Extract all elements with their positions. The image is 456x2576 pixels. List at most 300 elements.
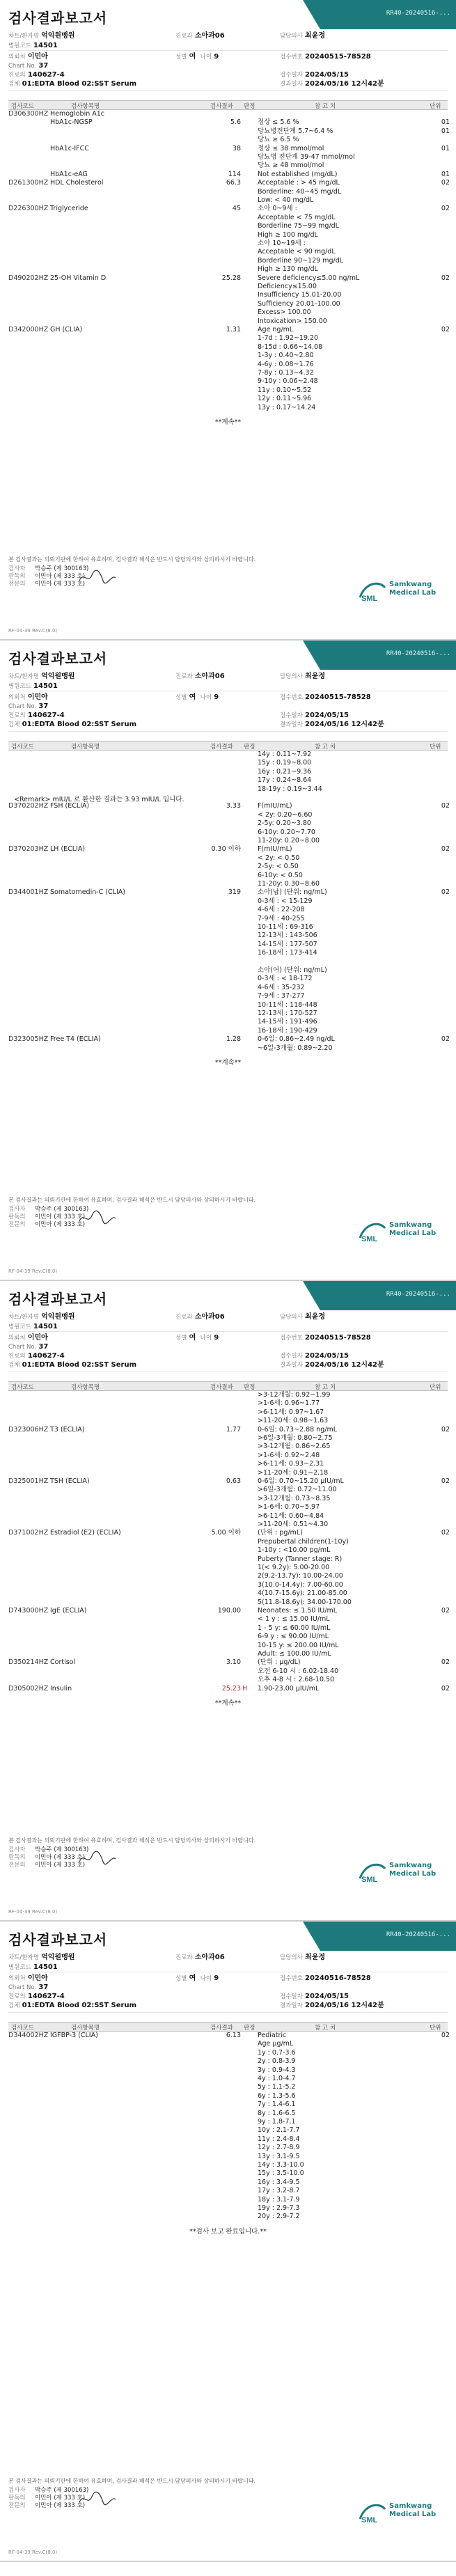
reference-range: 1.90-23.00 μIU/mL bbox=[258, 1684, 320, 1693]
col-unit: 단위 bbox=[430, 103, 441, 110]
label-patno: Chart No. bbox=[8, 703, 37, 710]
reference-range: 12-13세 : 170-527 bbox=[258, 1010, 317, 1017]
test-code: D226300HZ bbox=[8, 205, 49, 213]
reference-range: 7y : 1.4-6.1 bbox=[258, 2100, 296, 2109]
reference-range: >6-11세: 0.97~1.67 bbox=[258, 1408, 324, 1416]
reference-range: 6y : 1.3-5.6 bbox=[258, 2091, 296, 2100]
reference-range: 13y : 0.17~14.24 bbox=[258, 403, 316, 411]
test-code: D350214HZ bbox=[8, 1658, 49, 1667]
reference-range: 5y : 1.1-5.2 bbox=[258, 2083, 296, 2091]
report-group: 02 bbox=[441, 845, 450, 854]
table-row bbox=[8, 958, 448, 966]
table-row bbox=[8, 2057, 448, 2066]
table-row bbox=[8, 1538, 448, 1546]
table-row bbox=[8, 811, 448, 819]
sample-description: 01:EDTA Blood 02:SST Serum bbox=[22, 80, 136, 88]
reference-range: Low: < 40 mg/dL bbox=[258, 196, 314, 204]
table-row bbox=[8, 2118, 448, 2126]
table-row bbox=[8, 2049, 448, 2057]
sml-logo-icon bbox=[359, 2499, 386, 2524]
table-row bbox=[8, 239, 448, 248]
report-time: 2024/05/16 12시42분 bbox=[305, 1361, 384, 1369]
table-row bbox=[8, 1452, 448, 1460]
department: 소아과06 bbox=[194, 1313, 225, 1321]
table-row bbox=[8, 776, 448, 785]
department: 소아과06 bbox=[194, 673, 225, 680]
test-name: 25-OH Vitamin D bbox=[50, 274, 107, 282]
logo-line2: Medical Lab bbox=[389, 1230, 437, 1237]
report-page-4 bbox=[0, 1922, 456, 2562]
reference-range: 16y : 3.4-9.5 bbox=[258, 2178, 300, 2186]
table-row bbox=[8, 404, 448, 412]
table-row bbox=[8, 1581, 448, 1589]
signer-value: 박승주 (제 300163) bbox=[35, 2487, 89, 2494]
reference-range: 16-18세 : 173-414 bbox=[258, 949, 317, 957]
label-dept: 진료과 bbox=[175, 1314, 193, 1321]
reference-range: Acceptable < 90 mg/dL bbox=[258, 248, 336, 256]
table-row bbox=[8, 1001, 448, 1010]
table-row bbox=[8, 759, 448, 767]
test-result: 319 bbox=[228, 888, 241, 897]
test-result: 25.23 bbox=[221, 1684, 241, 1693]
table-row bbox=[8, 1399, 448, 1408]
reference-range: 소아 10~19세 : bbox=[258, 239, 306, 247]
reference-range: >6일-3개월: 0.80~2.75 bbox=[258, 1434, 333, 1442]
test-name: GH (CLIA) bbox=[50, 326, 83, 333]
table-row bbox=[8, 888, 448, 897]
reference-range: 1-3y : 0.40~2.80 bbox=[258, 352, 314, 360]
label-doctor: 담당의사 bbox=[280, 1954, 303, 1961]
receipt-date: 2024/05/15 bbox=[305, 71, 349, 79]
label-sex: 성별 bbox=[175, 1335, 187, 1342]
reference-range: >6-11세: 0.60~4.84 bbox=[258, 1511, 324, 1520]
report-group: 02 bbox=[441, 1684, 450, 1693]
test-result: 5.00 이하 bbox=[211, 1529, 241, 1537]
reference-range: 2-5y: 0.20~3.80 bbox=[258, 819, 311, 828]
reference-range: >3-12개월: 0.92~1.99 bbox=[258, 1391, 331, 1399]
results-table-header bbox=[8, 100, 448, 110]
reference-range: 7-9세 : 40-255 bbox=[258, 914, 305, 922]
table-row bbox=[8, 1642, 448, 1650]
report-group: 02 bbox=[441, 888, 450, 897]
label-patno: Chart No. bbox=[8, 1984, 37, 1991]
reference-range: 3y : 0.9-4.3 bbox=[258, 2066, 296, 2074]
continuation-mark: **계속** bbox=[214, 418, 242, 426]
report-group: 02 bbox=[441, 1658, 450, 1667]
signer-label: 전문의 bbox=[8, 1862, 26, 1869]
table-row bbox=[8, 1546, 448, 1555]
test-code: D306300HZ bbox=[8, 110, 49, 118]
col-ref: 참 고 치 bbox=[315, 1384, 336, 1391]
report-group: 02 bbox=[441, 1607, 450, 1615]
label-cli: 진료의 bbox=[8, 712, 26, 719]
table-row bbox=[8, 1434, 448, 1443]
results-table-header bbox=[8, 1381, 448, 1391]
table-row bbox=[8, 992, 448, 1000]
receipt-date: 2024/05/15 bbox=[305, 712, 349, 719]
reference-range: < 2y: < 0.50 bbox=[258, 854, 300, 862]
reference-range: 4-6세 : 35-232 bbox=[258, 983, 305, 991]
sample-description: 01:EDTA Blood 02:SST Serum bbox=[22, 721, 136, 728]
label-spec: 검체 bbox=[8, 2002, 20, 2009]
test-code: D325001HZ bbox=[8, 1477, 49, 1485]
test-name: Free T4 (ECLIA) bbox=[50, 1035, 101, 1044]
reference-range: Puberty (Tanner stage: R) bbox=[258, 1555, 343, 1563]
reference-range: >1-6세: 0.96~1.77 bbox=[258, 1399, 320, 1408]
patient-name: 억익원맹원 bbox=[41, 673, 75, 680]
logo-line2: Medical Lab bbox=[389, 1870, 437, 1878]
reference-range: F(mIU/mL) bbox=[258, 802, 292, 810]
reference-range: 15y : 3.5-10.0 bbox=[258, 2169, 304, 2178]
signer-value: 이민아 (제 333 호) bbox=[35, 581, 86, 588]
label-recv-date: 접수일자 bbox=[280, 712, 303, 719]
signer-value: 박승주 (제 300163) bbox=[35, 1846, 89, 1853]
table-row bbox=[8, 188, 448, 196]
test-result: 190.00 bbox=[217, 1607, 241, 1615]
patient-age: 9 bbox=[214, 1334, 219, 1342]
reference-range: 10y : 2.1-7.7 bbox=[258, 2126, 300, 2135]
signature-icon bbox=[77, 2488, 118, 2509]
reference-range: 11y : 2.4-8.4 bbox=[258, 2135, 300, 2143]
table-row bbox=[8, 1426, 448, 1434]
reference-range: 9y : 1.8-7.1 bbox=[258, 2118, 296, 2126]
reference-range: 8y : 1.6-6.5 bbox=[258, 2109, 296, 2117]
header-banner bbox=[320, 1922, 456, 1951]
col-unit: 단위 bbox=[430, 744, 441, 751]
reference-range: Borderline 90~129 mg/dL bbox=[258, 256, 344, 265]
results-table-header bbox=[8, 2022, 448, 2032]
reference-range: High ≥ 100 mg/dL bbox=[258, 230, 318, 239]
patient-name: 억익원맹원 bbox=[41, 32, 75, 40]
table-row bbox=[8, 361, 448, 369]
report-title: 검사결과보고서 bbox=[8, 650, 108, 667]
table-row bbox=[8, 2083, 448, 2091]
report-group: 01 bbox=[441, 170, 450, 178]
table-row bbox=[8, 2187, 448, 2195]
form-code: RF-04-39 Rev.C(8.0) bbox=[8, 2550, 58, 2555]
report-title: 검사결과보고서 bbox=[8, 1931, 108, 1948]
lab-logo bbox=[359, 1217, 442, 1245]
col-ref: 참 고 치 bbox=[315, 744, 336, 751]
logo-line2: Medical Lab bbox=[389, 2511, 437, 2518]
chart-number: 140627-4 bbox=[27, 712, 65, 719]
table-row bbox=[8, 300, 448, 308]
doctor-name: 최윤정 bbox=[305, 32, 326, 40]
col-ref: 참 고 치 bbox=[315, 103, 336, 110]
patient-age: 9 bbox=[214, 1974, 219, 1982]
table-row bbox=[8, 1469, 448, 1477]
form-code: RF-04-39 Rev.C(8.0) bbox=[8, 1269, 58, 1274]
table-row bbox=[8, 2135, 448, 2144]
reference-range: >11-20세: 0.51~4.30 bbox=[258, 1521, 329, 1528]
report-group: 02 bbox=[441, 802, 450, 810]
reference-range: 3(10.0-14.4y): 7.00-60.00 bbox=[258, 1580, 343, 1589]
report-group: 02 bbox=[441, 1529, 450, 1537]
col-flag: 판정 bbox=[244, 103, 255, 110]
header-code: RR40-20240516-... bbox=[386, 1931, 450, 1938]
table-row bbox=[8, 1044, 448, 1053]
test-result: 1.28 bbox=[226, 1035, 241, 1044]
label-hosp: 의뢰처 bbox=[8, 694, 26, 701]
reference-range: Pediatric bbox=[258, 2032, 287, 2039]
reference-range: 당뇨병 전단계 39-47 mmol/mol bbox=[258, 153, 355, 161]
label-spec: 검체 bbox=[8, 721, 20, 728]
signer-label: 전문의 bbox=[8, 1221, 26, 1228]
reference-range: 6-10y: < 0.50 bbox=[258, 871, 303, 879]
table-row bbox=[8, 1685, 448, 1693]
label-age: 나이 bbox=[200, 54, 212, 61]
test-code: D490202HZ bbox=[8, 274, 49, 282]
reference-range: 당뇨병전단계 5.7~6.4 % bbox=[258, 127, 333, 135]
table-row bbox=[8, 1486, 448, 1494]
reference-range: 소아 0~9세 : bbox=[258, 205, 297, 213]
label-chart: 차트/환자명 bbox=[8, 1954, 39, 1961]
reference-range: 14-15세 : 177-507 bbox=[258, 940, 317, 948]
reference-range: Excess> 100.00 bbox=[258, 308, 311, 317]
report-time: 2024/05/16 12시42분 bbox=[305, 80, 384, 88]
col-code: 검사코드 bbox=[11, 744, 34, 751]
label-hosp: 의뢰처 bbox=[8, 1975, 26, 1982]
lab-logo bbox=[359, 576, 442, 604]
label-recv: 접수번호 bbox=[280, 54, 303, 61]
table-row bbox=[8, 196, 448, 205]
patient-name: 억익원맹원 bbox=[41, 1954, 75, 1961]
reference-range: 14y : 0.11~7.92 bbox=[258, 751, 312, 758]
reference-range: 2y : 0.8-3.9 bbox=[258, 2057, 296, 2066]
table-row bbox=[8, 1027, 448, 1035]
col-unit: 단위 bbox=[430, 2025, 441, 2032]
reference-range: 11y : 0.10~5.52 bbox=[258, 386, 312, 394]
signer-label: 전문의 bbox=[8, 2502, 26, 2509]
test-name: Insulin bbox=[50, 1684, 72, 1693]
signer-value: 이민아 (제 333 호) bbox=[35, 2502, 86, 2509]
logo-line1: Samkwang bbox=[389, 1221, 432, 1229]
label-patno: Chart No. bbox=[8, 1344, 37, 1351]
label-age: 나이 bbox=[200, 694, 212, 701]
table-row bbox=[8, 231, 448, 239]
label-age: 나이 bbox=[200, 1335, 212, 1342]
signer-label: 판독의 bbox=[8, 573, 26, 580]
sml-logo-icon bbox=[359, 1218, 386, 1243]
header-code: RR40-20240516-... bbox=[386, 10, 450, 17]
reference-range: 11-20y: 0.30~8.60 bbox=[258, 880, 320, 888]
reference-range: 1 - 5 y: ≤ 60.00 IU/mL bbox=[258, 1624, 331, 1632]
col-flag: 판정 bbox=[244, 1384, 255, 1391]
signer-label: 판독의 bbox=[8, 1214, 26, 1220]
reference-range: Prepubertal children(1-10y) bbox=[258, 1537, 349, 1546]
reference-range: Acceptable : > 45 mg/dL bbox=[258, 179, 340, 187]
report-group: 01 bbox=[441, 144, 450, 152]
label-recv: 접수번호 bbox=[280, 1335, 303, 1342]
table-row bbox=[8, 1495, 448, 1503]
test-name: HbA1c-NGSP bbox=[50, 118, 93, 127]
reference-range: 1-7d : 1.92~19.20 bbox=[258, 334, 319, 343]
test-code: D344001HZ bbox=[8, 888, 49, 897]
patient-no: 37 bbox=[38, 1984, 49, 1991]
reference-range: 10-11세 : 118-448 bbox=[258, 1000, 317, 1009]
header-code: RR40-20240516-... bbox=[386, 650, 450, 657]
table-row bbox=[8, 1460, 448, 1468]
reference-range: 16-18세 : 190-429 bbox=[258, 1026, 317, 1035]
signer-value: 박승주 (제 300163) bbox=[35, 1206, 89, 1213]
report-group: 02 bbox=[441, 1035, 450, 1044]
sml-logo-icon bbox=[359, 1859, 386, 1884]
test-result: 1.31 bbox=[226, 326, 241, 333]
report-page-2 bbox=[0, 641, 456, 1281]
col-code: 검사코드 bbox=[11, 103, 34, 110]
report-title: 검사결과보고서 bbox=[8, 10, 108, 26]
reference-range: ~6일-3개월: 0.89~2.20 bbox=[258, 1044, 333, 1052]
header-banner bbox=[320, 0, 456, 29]
logo-text: SML bbox=[361, 1235, 378, 1243]
reference-range: 1(< 9.2y): 5.00-20.00 bbox=[258, 1564, 330, 1571]
table-row bbox=[8, 966, 448, 975]
table-row bbox=[8, 1521, 448, 1529]
reference-range: 2(9.2-13.7y): 10.00-24.00 bbox=[258, 1572, 343, 1580]
test-code: D344002HZ bbox=[8, 2032, 49, 2039]
label-dept: 진료과 bbox=[175, 33, 193, 40]
col-flag: 판정 bbox=[244, 744, 255, 751]
table-row bbox=[8, 941, 448, 949]
table-row bbox=[8, 863, 448, 871]
table-row bbox=[8, 2075, 448, 2083]
label-ward: 병원코드 bbox=[8, 1324, 31, 1330]
patient-age: 9 bbox=[214, 693, 219, 701]
label-report-date: 결과일자 bbox=[280, 721, 303, 728]
table-row bbox=[8, 1417, 448, 1425]
report-group: 02 bbox=[441, 1425, 450, 1434]
signer-value: 박승주 (제 300163) bbox=[35, 565, 89, 572]
reference-range: 오전 6-10 시 : 6.02-18.40 bbox=[258, 1667, 339, 1675]
reference-range: 7-8y : 0.13~4.32 bbox=[258, 369, 314, 377]
table-row bbox=[8, 932, 448, 940]
table-row bbox=[8, 369, 448, 377]
receipt-date: 2024/05/15 bbox=[305, 1352, 349, 1360]
reference-range: >11-20세: 0.98~1.63 bbox=[258, 1417, 329, 1425]
table-row bbox=[8, 1624, 448, 1633]
test-name: Estradiol (E2) (ECLIA) bbox=[50, 1529, 121, 1537]
table-row bbox=[8, 975, 448, 983]
table-row bbox=[8, 845, 448, 854]
test-name: T3 (ECLIA) bbox=[50, 1425, 85, 1434]
reference-range: 4-6세 : 22-208 bbox=[258, 906, 305, 914]
report-header bbox=[0, 641, 456, 670]
requester: 이민아 bbox=[27, 53, 48, 61]
table-row bbox=[8, 222, 448, 230]
reference-range: F(mIU/mL) bbox=[258, 845, 292, 854]
reference-range: 오후 4-8 시 : 2.68-10.50 bbox=[258, 1676, 335, 1684]
reference-range: 11-20y: 0.20~8.00 bbox=[258, 837, 320, 845]
label-cli: 진료의 bbox=[8, 72, 26, 79]
department: 소아과06 bbox=[194, 1954, 225, 1961]
table-row bbox=[8, 291, 448, 299]
table-row bbox=[8, 265, 448, 274]
table-row bbox=[8, 751, 448, 759]
sample-description: 01:EDTA Blood 02:SST Serum bbox=[22, 1361, 136, 1369]
receipt-number: 20240515-78528 bbox=[305, 693, 371, 701]
table-row bbox=[8, 1658, 448, 1667]
table-row bbox=[8, 872, 448, 880]
patient-sex: 여 bbox=[189, 1974, 196, 1982]
signer-value: 이민아 (제 333 호) bbox=[35, 1214, 86, 1220]
receipt-number: 20240515-78528 bbox=[305, 53, 371, 61]
label-chart: 차트/환자명 bbox=[8, 673, 39, 680]
signer-value: 이민아 (제 333 호) bbox=[35, 573, 86, 580]
test-name: HbA1c-eAG bbox=[50, 170, 88, 178]
test-result: 114 bbox=[228, 170, 241, 178]
table-row bbox=[8, 283, 448, 291]
table-row bbox=[8, 1633, 448, 1641]
test-result: 5.6 bbox=[230, 118, 241, 127]
test-name: IGFBP-3 (CLIA) bbox=[50, 2032, 98, 2039]
reference-range: 정상 ≤ 38 mmol/mol bbox=[258, 144, 324, 152]
reference-range: 20y : 2.9-7.2 bbox=[258, 2213, 300, 2221]
test-code: D323006HZ bbox=[8, 1425, 49, 1434]
test-code: D370202HZ bbox=[8, 802, 49, 810]
label-cli: 진료의 bbox=[8, 1353, 26, 1360]
reference-range: Age ng/mL bbox=[258, 326, 294, 333]
table-row bbox=[8, 1564, 448, 1572]
table-row bbox=[8, 915, 448, 923]
lab-logo bbox=[359, 1858, 442, 1885]
reference-range: 14-15세 : 191-496 bbox=[258, 1018, 317, 1026]
table-row bbox=[8, 1555, 448, 1564]
reference-range: < 2y: 0.20~6.60 bbox=[258, 810, 313, 819]
test-code: D370203HZ bbox=[8, 845, 49, 854]
table-row bbox=[8, 2153, 448, 2161]
col-result: 검사결과 bbox=[210, 1384, 233, 1391]
table-row bbox=[8, 1615, 448, 1624]
reference-range: 4y : 1.0-4.7 bbox=[258, 2075, 296, 2082]
table-row bbox=[8, 162, 448, 170]
chart-number: 140627-4 bbox=[27, 71, 65, 79]
test-result: 66.3 bbox=[226, 179, 241, 187]
logo-line1: Samkwang bbox=[389, 1862, 432, 1869]
table-row bbox=[8, 1676, 448, 1684]
col-result: 검사결과 bbox=[210, 103, 233, 110]
test-name: LH (ECLIA) bbox=[50, 845, 86, 854]
reference-range: Neonates: ≤ 1.50 IU/mL bbox=[258, 1607, 337, 1615]
test-name: Triglyceride bbox=[50, 205, 88, 213]
reference-range: >1-6세: 0.92~2.48 bbox=[258, 1451, 320, 1459]
table-row bbox=[8, 819, 448, 828]
table-row bbox=[8, 334, 448, 343]
header-code: RR40-20240516-... bbox=[386, 1291, 450, 1298]
table-row bbox=[8, 308, 448, 317]
table-row bbox=[8, 2169, 448, 2178]
label-recv-date: 접수일자 bbox=[280, 1993, 303, 2000]
table-row bbox=[8, 317, 448, 326]
footer-note: 본 검사결과는 의뢰기관에 한하여 유효하며, 검사결과 해석은 반드시 담당의사와 상의하시기 바랍니다. bbox=[8, 2478, 256, 2484]
footer-note: 본 검사결과는 의뢰기관에 한하여 유효하며, 검사결과 해석은 반드시 담당의사와 상의하시기 바랍니다. bbox=[8, 556, 256, 563]
reference-range: 0-6일: 0.73~2.88 ng/mL bbox=[258, 1425, 337, 1434]
test-result: 45 bbox=[232, 205, 241, 213]
label-sex: 성별 bbox=[175, 54, 187, 61]
reference-range: 17y : 3.2-8.7 bbox=[258, 2187, 300, 2195]
requester: 이민아 bbox=[27, 1974, 48, 1982]
table-row bbox=[8, 386, 448, 395]
logo-line1: Samkwang bbox=[389, 2502, 432, 2510]
table-row bbox=[8, 136, 448, 144]
col-name: 검사항목명 bbox=[71, 103, 100, 110]
signer-label: 전문의 bbox=[8, 581, 26, 588]
patient-name: 억익원맹원 bbox=[41, 1313, 75, 1321]
reference-range: 10-11세 : 69-316 bbox=[258, 923, 313, 931]
table-row bbox=[8, 2040, 448, 2048]
reference-range: 13y : 3.1-9.5 bbox=[258, 2152, 300, 2160]
table-row bbox=[8, 1018, 448, 1026]
table-row bbox=[8, 2110, 448, 2118]
